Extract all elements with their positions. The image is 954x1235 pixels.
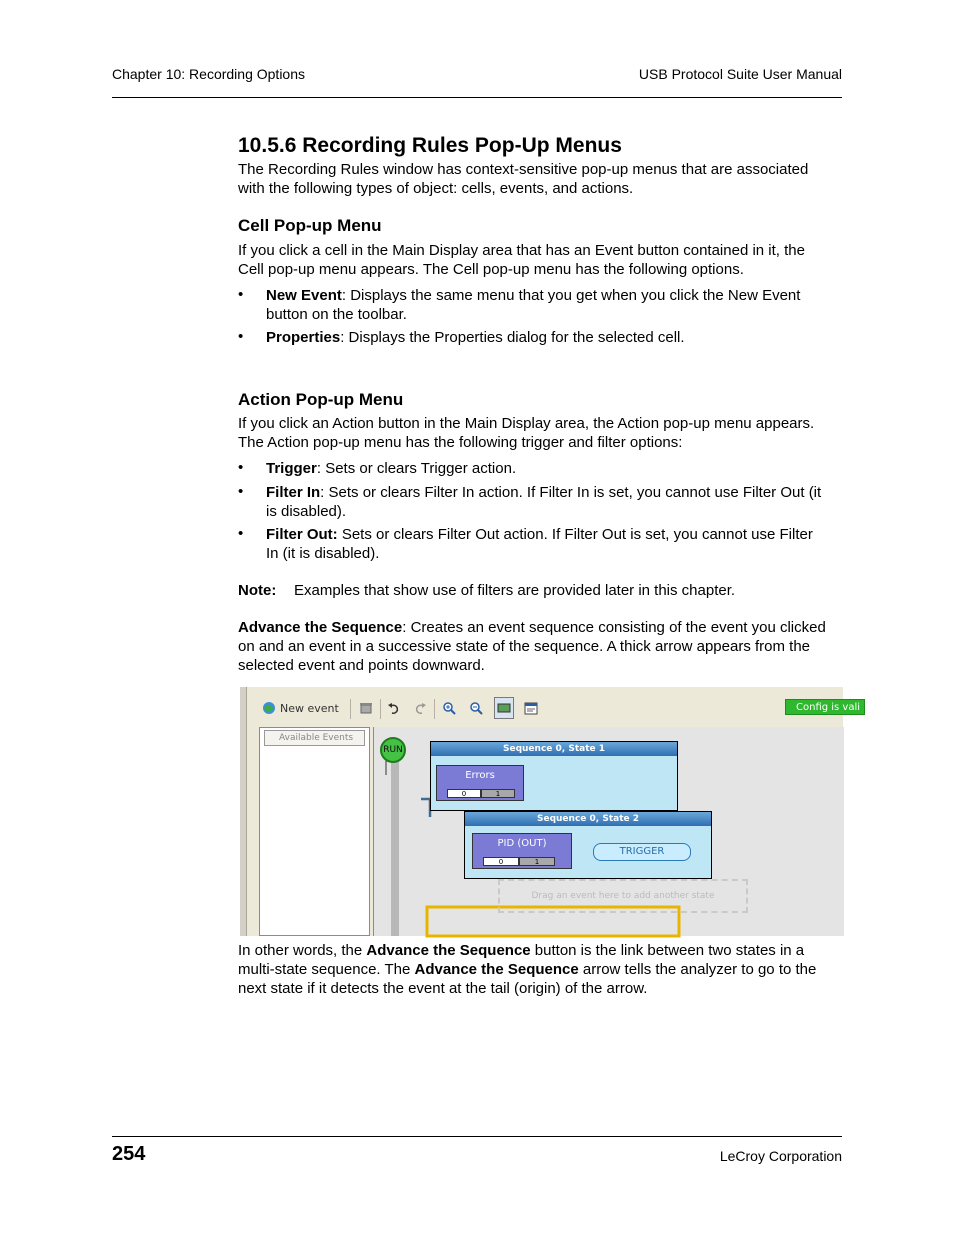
new-event-label: New event (280, 701, 339, 715)
errors-event-button[interactable] (436, 765, 524, 801)
event-count-left: 0 (447, 789, 481, 798)
section-title: 10.5.6 Recording Rules Pop-Up Menus (238, 134, 622, 157)
delete-icon[interactable] (356, 697, 376, 719)
closing-line-3: next state if it detects the event at the tail (origin) of the arrow. (238, 980, 648, 997)
intro-line-2: with the following types of object: cells, events, and actions. (238, 180, 634, 197)
toolbar-separator (380, 699, 381, 719)
pid-out-event-label: PID (OUT) (497, 838, 547, 849)
cell-item-properties: Properties: Displays the Properties dialog for the selected cell. (266, 329, 685, 346)
main-display-area[interactable] (373, 727, 844, 936)
bullet-glyph: • (238, 483, 244, 500)
action-item-filter-in-cont: is disabled). (266, 503, 347, 520)
trigger-action-button[interactable]: TRIGGER (593, 843, 691, 861)
action-menu-para-1: If you click an Action button in the Main Display area, the Action pop-up menu appears. (238, 415, 815, 432)
cell-menu-para-1: If you click a cell in the Main Display area that has an Event button contained in it, the (238, 242, 805, 259)
action-item-trigger: Trigger: Sets or clears Trigger action. (266, 460, 517, 477)
cell-item-new-event-cont: button on the toolbar. (266, 306, 407, 323)
action-item-filter-out-cont: In (it is disabled). (266, 545, 380, 562)
advance-line-1: Advance the Sequence: Creates an event sequence consisting of the event you clicked (238, 619, 826, 636)
zoom-out-icon[interactable] (466, 697, 486, 719)
bullet-glyph: • (238, 286, 244, 303)
footer-company: LeCroy Corporation (719, 1148, 842, 1164)
action-item-filter-out: Filter Out: Sets or clears Filter Out action. If Filter Out is set, you cannot use Filter (266, 526, 813, 543)
action-menu-para-2: The Action pop-up menu has the following trigger and filter options: (238, 434, 683, 451)
advance-line-3: selected event and points downward. (238, 657, 485, 674)
toolbar-separator (434, 699, 435, 719)
running-header-manual: USB Protocol Suite User Manual (638, 66, 842, 82)
recording-rules-screenshot (240, 687, 861, 936)
undo-icon[interactable] (384, 697, 404, 719)
window-edge (240, 687, 247, 936)
properties-icon[interactable] (521, 697, 541, 719)
intro-line-1: The Recording Rules window has context-sensitive pop-up menus that are associated (238, 161, 809, 178)
pid-out-event-button[interactable] (472, 833, 572, 869)
bullet-glyph: • (238, 459, 244, 476)
state-1-title: Sequence 0, State 1 (431, 742, 677, 756)
header-rule (112, 97, 842, 98)
running-header-chapter: Chapter 10: Recording Options (112, 66, 305, 82)
closing-line-1: In other words, the Advance the Sequence button is the link between two states in a (238, 942, 805, 959)
note-text: Examples that show use of filters are provided later in this chapter. (294, 582, 736, 599)
globe-icon (262, 701, 276, 715)
available-events-panel (259, 727, 370, 936)
event-count-right: 1 (481, 789, 515, 798)
page-number: 254 (112, 1143, 146, 1165)
bullet-glyph: • (238, 328, 244, 345)
event-count-right: 1 (519, 857, 555, 866)
config-status-badge: Config is vali (785, 699, 865, 715)
footer-rule (112, 1136, 842, 1137)
new-event-button[interactable] (262, 697, 346, 719)
action-menu-heading: Action Pop-up Menu (238, 390, 404, 409)
cell-item-new-event: New Event: Displays the same menu that you get when you click the New Event (266, 287, 801, 304)
toolbar (258, 697, 861, 721)
advance-line-2: on and an event in a successive state of the sequence. A thick arrow appears from the (238, 638, 811, 655)
redo-icon[interactable] (410, 697, 430, 719)
cell-menu-para-2: Cell pop-up menu appears. The Cell pop-up menu has the following options. (238, 261, 744, 278)
zoom-in-icon[interactable] (439, 697, 459, 719)
cell-menu-heading: Cell Pop-up Menu (238, 216, 382, 235)
errors-event-label: Errors (465, 770, 495, 781)
drop-zone-add-state[interactable]: Drag an event here to add another state (498, 879, 748, 913)
action-item-filter-in: Filter In: Sets or clears Filter In action. If Filter In is set, you cannot use Filter Out (it (266, 484, 822, 501)
state-2-title: Sequence 0, State 2 (465, 812, 711, 826)
fit-view-icon[interactable] (494, 697, 514, 719)
bullet-glyph: • (238, 525, 244, 542)
event-count-left: 0 (483, 857, 519, 866)
toolbar-separator (350, 699, 351, 719)
closing-line-2: multi-state sequence. The Advance the Sequence arrow tells the analyzer to go to the (238, 961, 817, 978)
run-button[interactable]: RUN (380, 737, 406, 763)
note-label: Note: (238, 582, 277, 599)
available-events-header: Available Events (264, 730, 365, 746)
